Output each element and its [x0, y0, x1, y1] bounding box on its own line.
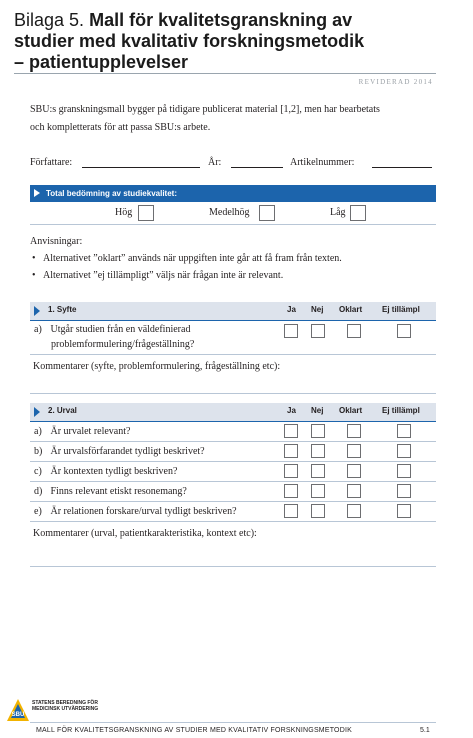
page-number: 5.1 [420, 727, 430, 734]
rating-low-label: Låg [330, 207, 346, 218]
checkbox-oklart[interactable] [347, 464, 361, 478]
question-line-1: Är urvalet relevant? [50, 426, 131, 437]
question-line-1: Är relationen forskare/urval tydligt beskriven? [50, 506, 237, 517]
question-line-1: Är kontexten tydligt beskriven? [50, 466, 178, 477]
instruction-bullet-2: • Alternativet ”ej tillämpligt” väljs när frågan inte är relevant. [32, 270, 284, 281]
instruction-text-1: Alternativet ”oklart” används när uppgiften inte går att få fram från texten. [43, 253, 342, 264]
instruction-text-2: Alternativet ”ej tillämpligt” väljs när frågan inte är relevant. [43, 270, 284, 281]
section-header-syfte [30, 302, 436, 321]
rating-medium-checkbox[interactable] [259, 205, 275, 221]
checkbox-oklart[interactable] [347, 444, 361, 458]
org-line-2: MEDICINSK UTVÄRDERING [32, 706, 99, 712]
total-assessment-bar [30, 185, 436, 202]
rating-medium-label: Medelhög [209, 207, 250, 218]
sbu-logo [6, 698, 30, 722]
checkbox-ja[interactable] [284, 324, 298, 338]
checkbox-ej-tillampl[interactable] [397, 424, 411, 438]
title-line-2: studier med kvalitativ forskningsmetodik [14, 31, 365, 51]
question-text [34, 322, 194, 352]
question-text [34, 504, 237, 519]
checkbox-ja[interactable] [284, 424, 298, 438]
page-title [14, 10, 464, 73]
question-row [30, 321, 436, 355]
org-line-1: STATENS BEREDNING FÖR [32, 700, 98, 706]
comment-label-urval: Kommentarer (urval, patientkarakteristika, kontext etc): [33, 528, 257, 539]
col-ej-tillampl: Ej tillämpl [382, 406, 420, 415]
col-oklart: Oklart [339, 406, 363, 415]
checkbox-nej[interactable] [311, 424, 325, 438]
checkbox-ja[interactable] [284, 444, 298, 458]
question-number: a) [34, 426, 42, 437]
checkbox-ej-tillampl[interactable] [397, 484, 411, 498]
question-row [30, 442, 436, 462]
comment-area-syfte[interactable] [30, 393, 436, 394]
section-title: 1. Syfte [48, 305, 77, 314]
checkbox-nej[interactable] [311, 324, 325, 338]
question-number: a) [34, 324, 42, 335]
org-name [32, 700, 98, 712]
question-line-2: problemformulering/frågeställning? [51, 339, 195, 350]
col-oklart: Oklart [339, 305, 363, 314]
section-title: 2. Urval [48, 406, 77, 415]
checkbox-nej[interactable] [311, 484, 325, 498]
section-header-urval [30, 403, 436, 422]
checkbox-ej-tillampl[interactable] [397, 464, 411, 478]
author-label: Författare: [30, 157, 73, 168]
question-line-1: Finns relevant etiskt resonemang? [50, 486, 187, 497]
checkbox-ja[interactable] [284, 484, 298, 498]
question-text [34, 424, 130, 439]
comment-area-urval[interactable] [30, 566, 436, 567]
checkbox-ej-tillampl[interactable] [397, 504, 411, 518]
article-number-label: Artikelnummer: [290, 157, 355, 168]
rating-high-checkbox[interactable] [138, 205, 154, 221]
title-line-3: – patientupplevelser [14, 52, 189, 72]
checkbox-nej[interactable] [311, 464, 325, 478]
col-nej: Nej [311, 406, 324, 415]
instructions-heading: Anvisningar: [30, 236, 83, 247]
col-nej: Nej [311, 305, 324, 314]
year-label: År: [208, 157, 222, 168]
col-ja: Ja [287, 406, 296, 415]
question-row [30, 422, 436, 442]
question-number: b) [34, 446, 43, 457]
total-divider [30, 224, 436, 225]
instruction-bullet-1: • Alternativet ”oklart” används när uppgiften inte går att få fram från texten. [32, 253, 342, 264]
appendix-label: Bilaga 5. [14, 10, 85, 30]
question-number: d) [34, 486, 43, 497]
intro-line-2: och kompletterats för att passa SBU:s arbete. [30, 122, 211, 133]
checkbox-oklart[interactable] [347, 324, 361, 338]
question-line-1: Är urvalsförfarandet tydligt beskrivet? [50, 446, 205, 457]
question-row [30, 502, 436, 522]
comment-label-syfte: Kommentarer (syfte, problemformulering, frågeställning etc): [33, 361, 281, 372]
rating-high-label: Hög [115, 207, 133, 218]
checkbox-ej-tillampl[interactable] [397, 444, 411, 458]
title-divider [14, 73, 436, 74]
total-assessment-heading: Total bedömning av studiekvalitet: [46, 189, 177, 198]
question-row [30, 482, 436, 502]
logo-text: SBU [11, 712, 25, 718]
article-number-field[interactable] [372, 167, 432, 168]
col-ja: Ja [287, 305, 296, 314]
checkbox-oklart[interactable] [347, 424, 361, 438]
col-ej-tillampl: Ej tillämpl [382, 305, 420, 314]
intro-line-1: SBU:s granskningsmall bygger på tidigare publicerat material [1,2], men har bearbetats [30, 104, 380, 115]
year-field[interactable] [231, 167, 283, 168]
checkbox-oklart[interactable] [347, 504, 361, 518]
revised-label: REVIDERAD 2014 [358, 78, 433, 86]
intro-text [30, 101, 440, 137]
question-text [34, 444, 205, 459]
section-arrow-icon [34, 407, 40, 417]
question-line-1: Utgår studien från en väldefinierad [50, 324, 191, 335]
section-arrow-icon [34, 306, 40, 316]
checkbox-ej-tillampl[interactable] [397, 324, 411, 338]
footer-title: MALL FÖR KVALITETSGRANSKNING AV STUDIER MED KVALITATIV FORSKNINGSMETODIK [36, 727, 352, 734]
question-number: c) [34, 466, 42, 477]
checkbox-oklart[interactable] [347, 484, 361, 498]
rating-low-checkbox[interactable] [350, 205, 366, 221]
question-text [34, 484, 187, 499]
title-line-1: Mall för kvalitetsgranskning av [89, 10, 353, 30]
checkbox-ja[interactable] [284, 504, 298, 518]
checkbox-nej[interactable] [311, 444, 325, 458]
question-text [34, 464, 177, 479]
question-row [30, 462, 436, 482]
checkbox-ja[interactable] [284, 464, 298, 478]
footer-divider [30, 722, 436, 723]
author-field[interactable] [82, 167, 200, 168]
checkbox-nej[interactable] [311, 504, 325, 518]
question-number: e) [34, 506, 42, 517]
